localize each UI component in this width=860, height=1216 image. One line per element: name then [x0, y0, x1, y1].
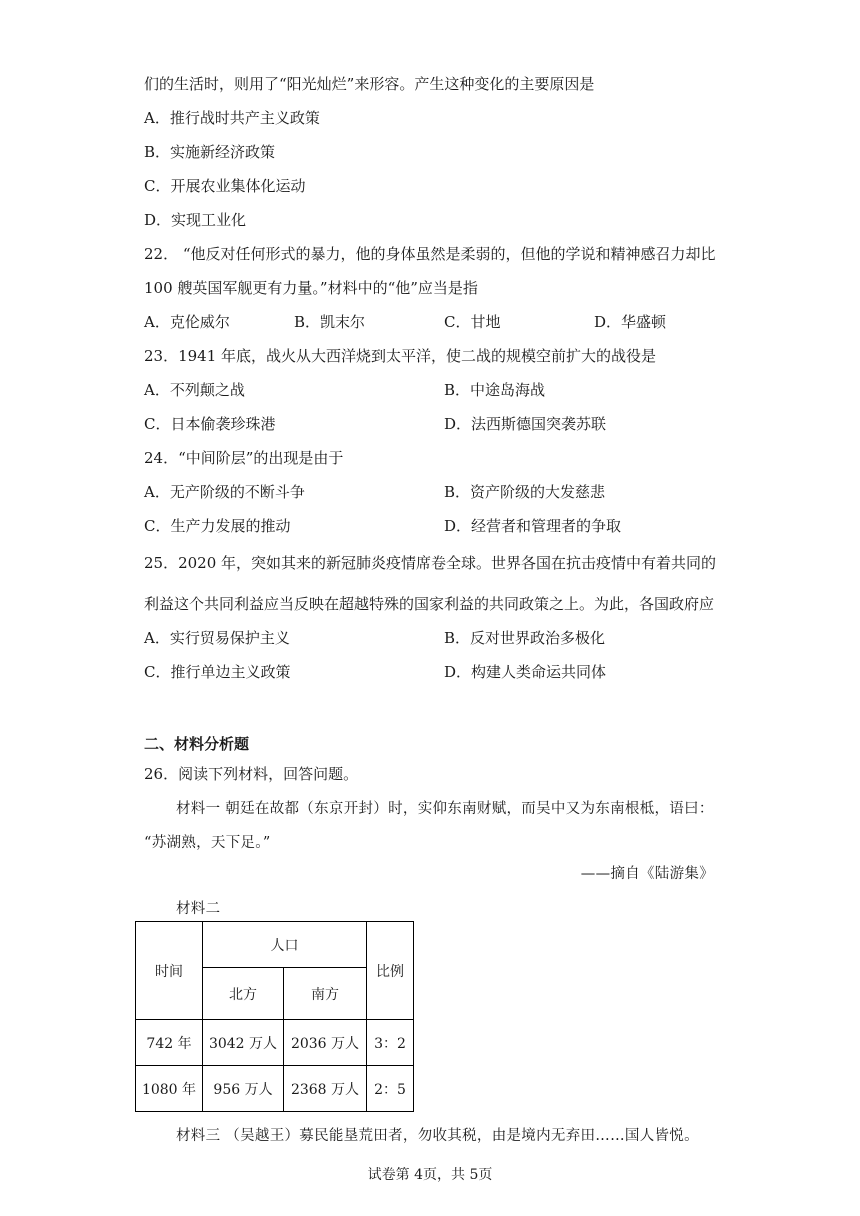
header-south: 南方 — [284, 968, 367, 1020]
q24-option-c[interactable]: C．生产力发展的推动 — [144, 517, 291, 535]
cell-south: 2036 万人 — [284, 1020, 367, 1066]
q25-stem-line1: 25．2020 年，突如其来的新冠肺炎疫情席卷全球。世界各国在抗击疫情中有着共同的 — [144, 554, 717, 572]
cell-ratio: 3：2 — [367, 1020, 414, 1066]
header-north: 北方 — [203, 968, 284, 1020]
q25-option-c[interactable]: C．推行单边主义政策 — [144, 663, 291, 681]
q23-option-b[interactable]: B．中途岛海战 — [444, 381, 546, 399]
q23-stem: 23．1941 年底，战火从大西洋烧到太平洋，使二战的规模空前扩大的战役是 — [144, 347, 657, 365]
q22-option-a[interactable]: A．克伦威尔 — [144, 313, 230, 331]
cell-north: 956 万人 — [203, 1066, 284, 1112]
cell-south: 2368 万人 — [284, 1066, 367, 1112]
page-footer: 试卷第 4页，共 5页 — [367, 1167, 493, 1183]
q25-stem-line2: 利益这个共同利益应当反映在超越特殊的国家利益的共同政策之上。为此，各国政府应 — [144, 595, 715, 613]
q24-option-b[interactable]: B．资产阶级的大发慈悲 — [444, 483, 606, 501]
q24-option-a[interactable]: A．无产阶级的不断斗争 — [144, 483, 305, 501]
cell-time: 742 年 — [136, 1020, 203, 1066]
section-heading: 二、材料分析题 — [144, 735, 250, 753]
q21-option-c[interactable]: C．开展农业集体化运动 — [144, 177, 306, 195]
q23-option-d[interactable]: D．法西斯德国突袭苏联 — [444, 415, 607, 433]
population-table — [135, 921, 414, 1112]
q26-stem: 26．阅读下列材料，回答问题。 — [144, 765, 359, 783]
q25-option-d[interactable]: D．构建人类命运共同体 — [444, 663, 607, 681]
q22-stem-line2: 100 艘英国军舰更有力量。”材料中的“他”应当是指 — [144, 279, 478, 297]
header-ratio: 比例 — [367, 922, 414, 1020]
q24-option-d[interactable]: D．经营者和管理者的争取 — [444, 517, 622, 535]
q22-stem-line1: 22． “他反对任何形式的暴力，他的身体虽然是柔弱的，但他的学说和精神感召力却比 — [144, 245, 716, 263]
cell-time: 1080 年 — [136, 1066, 203, 1112]
q21-option-b[interactable]: B．实施新经济政策 — [144, 143, 276, 161]
q21-option-d[interactable]: D．实现工业化 — [144, 211, 247, 229]
q21-stem-continuation: 们的生活时，则用了“阳光灿烂”来形容。产生这种变化的主要原因是 — [144, 75, 595, 93]
q22-option-b[interactable]: B．凯末尔 — [294, 313, 366, 331]
q25-option-b[interactable]: B．反对世界政治多极化 — [444, 629, 606, 647]
material-three-line1: 材料三 （吴越王）募民能垦荒田者，勿收其税，由是境内无弃田……国人皆悦。 — [176, 1128, 699, 1144]
material-one-line1: 材料一 朝廷在故都（东京开封）时，实仰东南财赋，而吴中又为东南根柢，语曰： — [176, 801, 714, 817]
q23-option-a[interactable]: A．不列颠之战 — [144, 381, 245, 399]
material-two-label: 材料二 — [176, 901, 221, 917]
cell-north: 3042 万人 — [203, 1020, 284, 1066]
header-time: 时间 — [136, 922, 203, 1020]
table-row — [136, 1020, 414, 1066]
table-row — [136, 1066, 414, 1112]
q22-option-c[interactable]: C．甘地 — [444, 313, 501, 331]
material-one-source: ——摘自《陆游集》 — [580, 866, 714, 882]
q22-option-d[interactable]: D．华盛顿 — [594, 313, 667, 331]
header-population: 人口 — [203, 922, 367, 968]
q24-stem: 24．“中间阶层”的出现是由于 — [144, 449, 344, 467]
material-one-line2: “苏湖熟，天下足。” — [144, 835, 271, 851]
q23-option-c[interactable]: C．日本偷袭珍珠港 — [144, 415, 276, 433]
cell-ratio: 2：5 — [367, 1066, 414, 1112]
q25-option-a[interactable]: A．实行贸易保护主义 — [144, 629, 290, 647]
q21-option-a[interactable]: A．推行战时共产主义政策 — [144, 109, 320, 127]
